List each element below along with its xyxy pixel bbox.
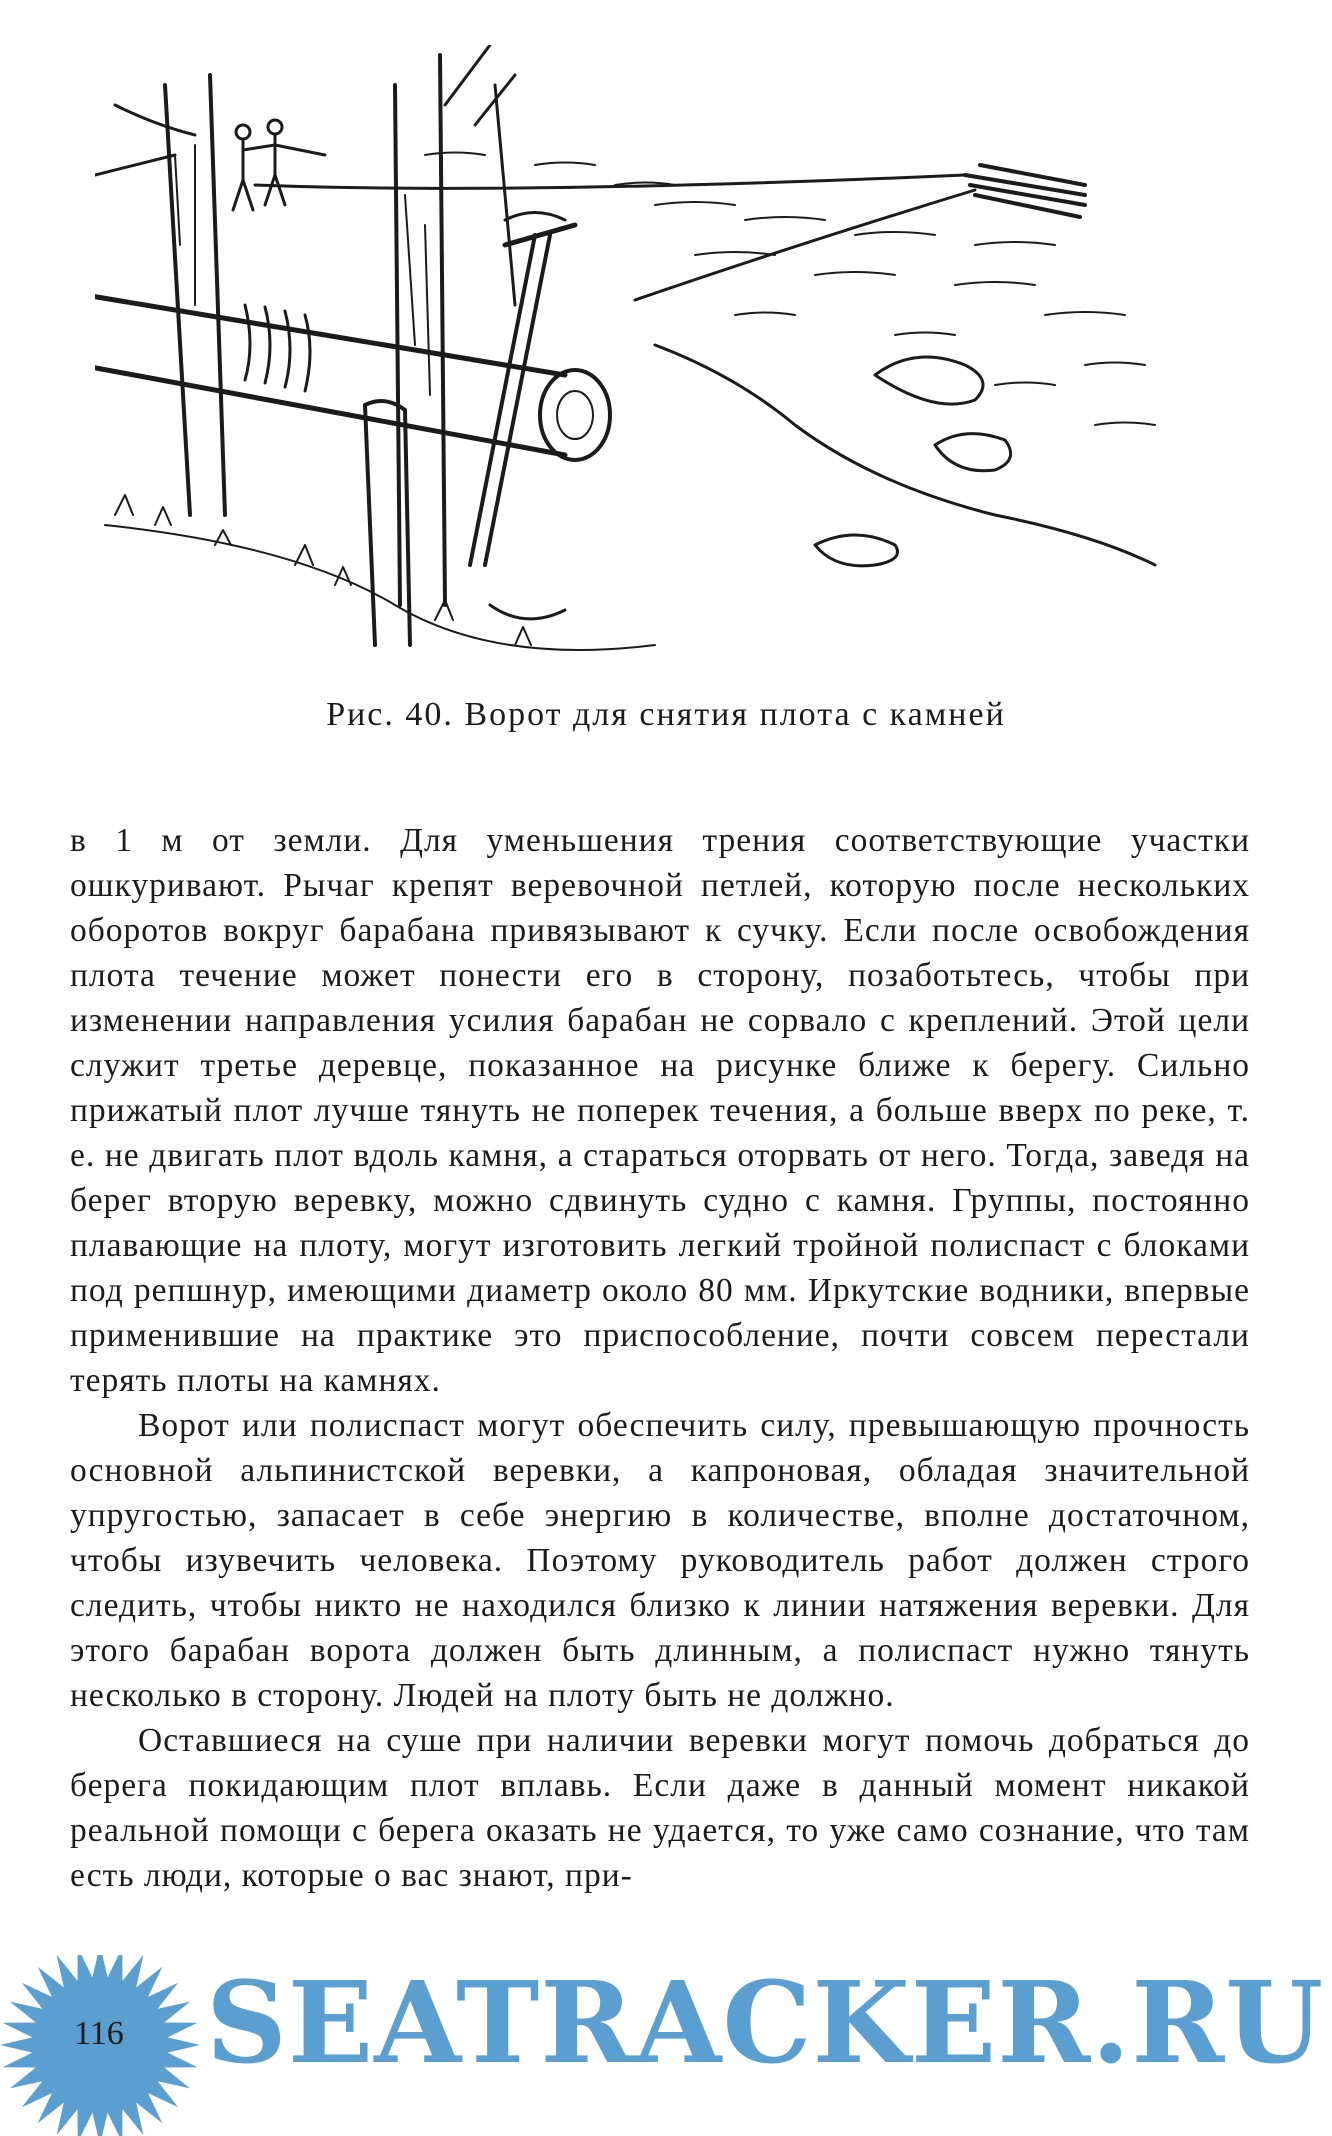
paragraph: Ворот или полиспаст могут обеспечить силу, превышающую прочность основной альпинистской веревки, а капроновая, обладая значительной упругостью, запасает в себе энергию в количестве, вполне достаточном, чтобы изувечить человека. Поэтому руководитель работ должен строго следить, чтобы никто не находился близко к линии натяжения веревки. Для этого барабан ворота должен быть длинным, а полиспаст нужно тянуть несколько в сторону. Людей на плоту быть не должно. bbox=[70, 1407, 1250, 1714]
paragraph: в 1 м от земли. Для уменьшения трения соответствующие участки ошкуривают. Рычаг крепят веревочной петлей, которую после нескольких оборотов вокруг барабана привязывают к сучку. Если после освобождения плота течение может понести его в сторону, позаботьтесь, чтобы при изменении направления усилия барабан не сорвало с креплений. Этой цели служит третье деревце, показанное на рисунке ближе к берегу. Сильно прижатый плот лучше тянуть не поперек течения, а больше вверх по реке, т. е. не двигать плот вдоль камня, а стараться оторвать от него. Тогда, заведя на берег вторую веревку, можно сдвинуть судно с камня. Группы, постоянно плавающие на плоту, могут изготовить легкий тройной полиспаст с блоками под репшнур, имеющими диаметр около 80 мм. Иркутские водники, впервые применившие на практике это приспособление, почти совсем перестали терять плоты на камнях. bbox=[70, 822, 1250, 1399]
figure-caption: Рис. 40. Ворот для снятия плота с камней bbox=[326, 696, 1006, 733]
rope-line bbox=[635, 190, 975, 300]
people bbox=[233, 135, 325, 210]
horizon-line bbox=[255, 175, 965, 188]
rope-wraps bbox=[245, 305, 310, 391]
page-number: 116 bbox=[74, 2015, 124, 2052]
lever bbox=[470, 235, 550, 565]
paragraph: Оставшиеся на суше при наличии веревки могут помочь добраться до берега покидающим плот вплавь. Если даже в данный момент никакой реальной помощи с берега оказать не удается, то уже само сознание, что там есть люди, которые о вас знают, при- bbox=[70, 1722, 1250, 1894]
log-end bbox=[540, 370, 610, 460]
illustration-windlass bbox=[95, 45, 1245, 685]
front-stake bbox=[365, 401, 410, 645]
watermark-logo: SEATRACKER.RU bbox=[206, 1958, 1325, 2089]
raft bbox=[965, 165, 1085, 217]
right-tree bbox=[395, 55, 445, 605]
body-text bbox=[70, 818, 1250, 1898]
